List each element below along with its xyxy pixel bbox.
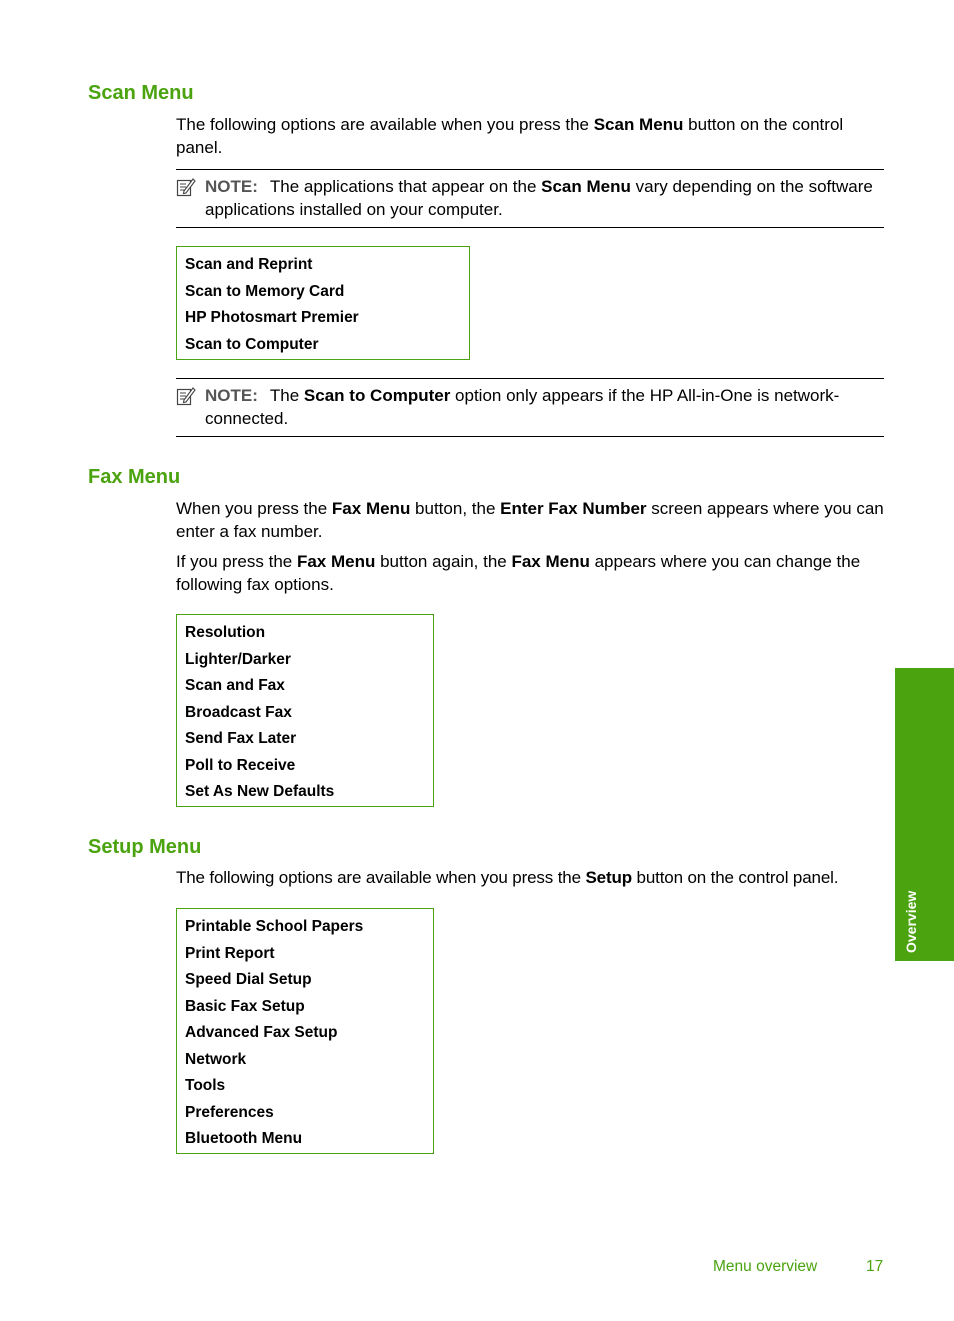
note-icon (176, 386, 196, 406)
menu-option: Scan and Fax (185, 677, 285, 694)
menu-option: Bluetooth Menu (185, 1130, 303, 1147)
fax-menu-paragraph-2: If you press the Fax Menu button again, the Fax Menu appears where you can change the following fax options. (176, 552, 861, 594)
menu-option: Lighter/Darker (185, 650, 291, 668)
scan-to-computer-note (176, 378, 884, 437)
setup-menu-intro: The following options are available when you press the Setup button on the control panel. (176, 868, 839, 887)
menu-option: Print Report (185, 944, 275, 962)
menu-option: Broadcast Fax (185, 703, 292, 721)
scan-menu-options-box (176, 246, 470, 360)
setup-menu-options-box (176, 908, 434, 1154)
footer-section-title: Menu overview (713, 1258, 818, 1275)
setup-menu-heading: Setup Menu (88, 836, 202, 858)
menu-option: Scan and Reprint (185, 256, 313, 273)
footer-page-number: 17 (866, 1258, 884, 1275)
side-tab-label: Overview (903, 890, 919, 953)
menu-option: Poll to Receive (185, 756, 296, 774)
menu-option: Advanced Fax Setup (185, 1024, 338, 1041)
menu-option: HP Photosmart Premier (185, 309, 359, 326)
menu-option: Printable School Papers (185, 918, 364, 935)
menu-option: Network (185, 1050, 247, 1068)
menu-option: Scan to Memory Card (185, 282, 345, 300)
menu-option: Set As New Defaults (185, 783, 335, 800)
scan-menu-intro: The following options are available when you press the Scan Menu button on the control panel. (176, 115, 844, 157)
menu-option: Resolution (185, 624, 266, 641)
menu-option: Speed Dial Setup (185, 971, 312, 988)
scan-menu-heading: Scan Menu (88, 82, 194, 104)
menu-option: Preferences (185, 1103, 274, 1121)
note-label: NOTE: (205, 386, 258, 405)
menu-option: Scan to Computer (185, 335, 319, 353)
note-text: NOTE: The applications that appear on the Scan Menu vary depending on the software applications installed on your computer. (205, 177, 873, 219)
note-text: NOTE: The Scan to Computer option only appears if the HP All-in-One is network-connected. (205, 386, 840, 428)
fax-menu-options-box (176, 614, 434, 807)
scan-menu-note (176, 169, 884, 228)
menu-option: Basic Fax Setup (185, 997, 305, 1015)
note-label: NOTE: (205, 177, 258, 196)
fax-menu-heading: Fax Menu (88, 466, 181, 488)
menu-option: Send Fax Later (185, 730, 297, 747)
menu-option: Tools (185, 1077, 226, 1094)
section-side-tab (895, 668, 954, 961)
note-icon (176, 177, 196, 197)
fax-menu-paragraph-1: When you press the Fax Menu button, the Enter Fax Number screen appears where you can enter a fax number. (176, 499, 884, 541)
